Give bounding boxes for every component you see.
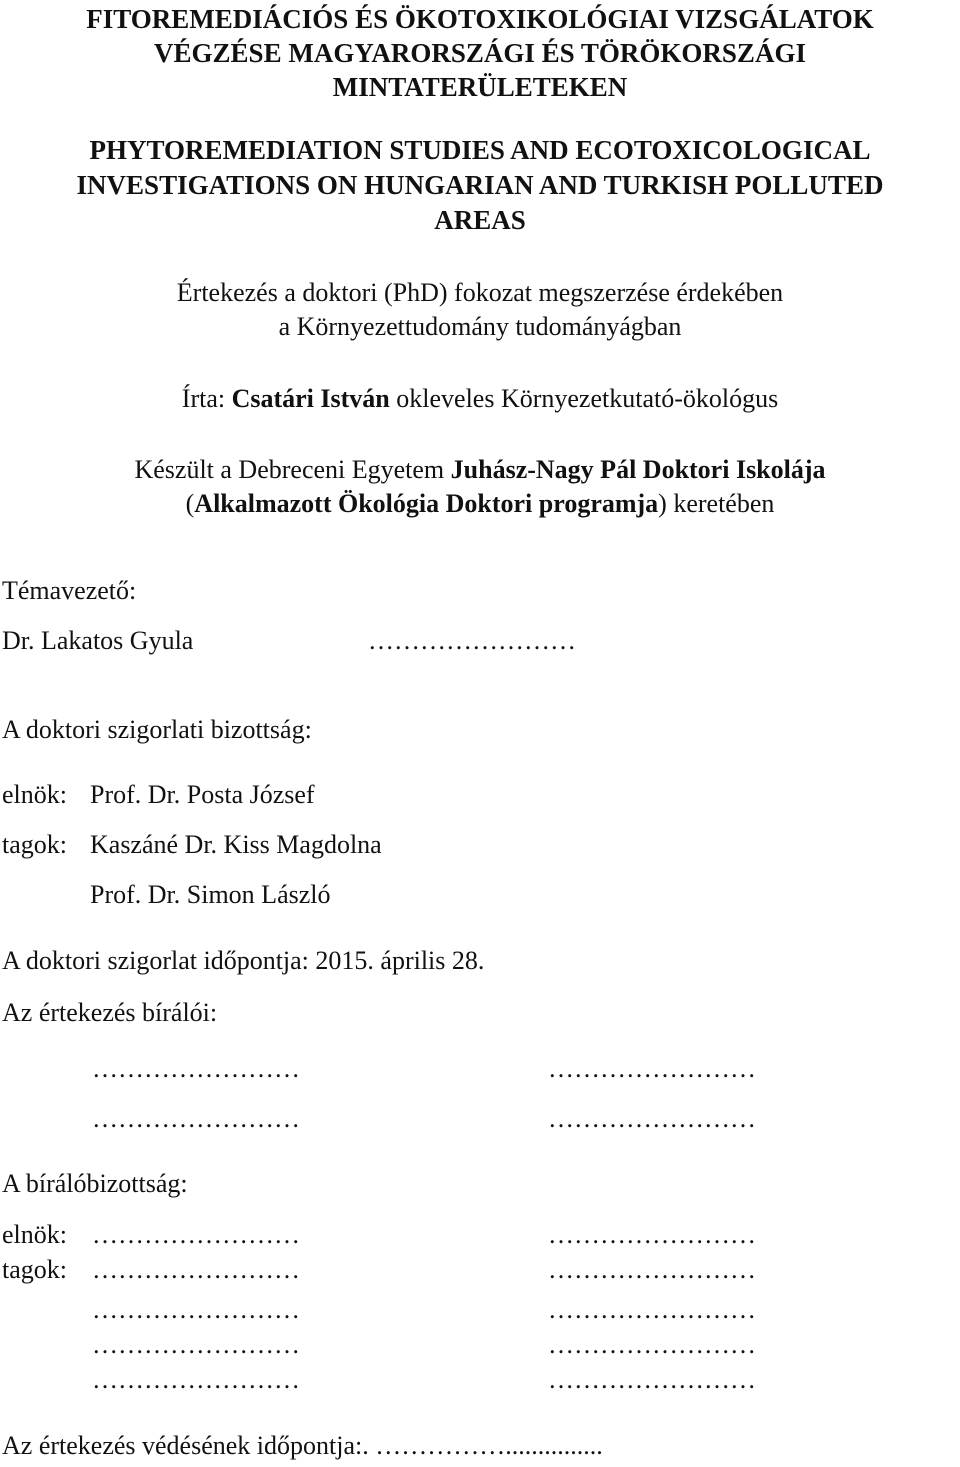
supervisor-name: Dr. Lakatos Gyula bbox=[2, 626, 194, 655]
reviewer-line-2-right: …………………… bbox=[548, 1104, 756, 1133]
title-en-line1: PHYTOREMEDIATION STUDIES AND ECOTOXICOLOGICAL bbox=[89, 135, 871, 165]
school-line1 bbox=[0, 457, 960, 483]
title-en-line2: INVESTIGATIONS ON HUNGARIAN AND TURKISH POLLUTED bbox=[76, 170, 884, 200]
review-board-member-1-right: …………………… bbox=[548, 1255, 756, 1284]
review-board-heading: A bírálóbizottság: bbox=[2, 1169, 188, 1198]
school-name: Juhász-Nagy Pál Doktori Iskolája bbox=[450, 455, 826, 484]
review-board-member-4-left: …………………… bbox=[92, 1365, 300, 1394]
committee-member-2: Prof. Dr. Simon László bbox=[90, 880, 331, 909]
committee-chair-label: elnök: bbox=[2, 780, 67, 809]
review-board-chair-right: …………………… bbox=[548, 1220, 756, 1249]
author-suffix: okleveles Környezetkutató-ökológus bbox=[389, 384, 779, 413]
title-hu-line2: VÉGZÉSE MAGYARORSZÁGI ÉS TÖRÖKORSZÁGI bbox=[154, 38, 806, 68]
defense-date-label: Az értekezés védésének időpontja:. bbox=[2, 1431, 376, 1460]
title-en-line3: AREAS bbox=[434, 205, 526, 235]
reviewers-heading: Az értekezés bírálói: bbox=[2, 998, 218, 1027]
supervisor-label: Témavezető: bbox=[2, 576, 137, 605]
school-line2 bbox=[0, 491, 960, 517]
defense-date-dots: ……………............... bbox=[375, 1431, 603, 1460]
review-board-member-3-left: …………………… bbox=[92, 1330, 300, 1359]
title-hu-line3: MINTATERÜLETEKEN bbox=[332, 72, 628, 102]
review-board-chair-left: …………………… bbox=[92, 1220, 300, 1249]
review-board-member-4-right: …………………… bbox=[548, 1365, 756, 1394]
review-board-member-2-left: …………………… bbox=[92, 1295, 300, 1324]
review-board-members-label: tagok: bbox=[2, 1255, 67, 1284]
purpose-line2: a Környezettudomány tudományágban bbox=[278, 312, 682, 341]
committee-members-label: tagok: bbox=[2, 830, 67, 859]
exam-date: A doktori szigorlat időpontja: 2015. április 28. bbox=[2, 946, 485, 975]
program-suffix: ) keretében bbox=[658, 489, 775, 518]
committee-heading: A doktori szigorlati bizottság: bbox=[2, 715, 312, 744]
review-board-member-2-right: …………………… bbox=[548, 1295, 756, 1324]
defense-date-line bbox=[2, 1433, 603, 1459]
review-board-member-3-right: …………………… bbox=[548, 1330, 756, 1359]
author-line bbox=[0, 386, 960, 412]
school-prefix: Készült a Debreceni Egyetem bbox=[134, 455, 451, 484]
review-board-chair-label: elnök: bbox=[2, 1220, 67, 1249]
committee-member-1: Kaszáné Dr. Kiss Magdolna bbox=[90, 830, 382, 859]
title-hu-line1: FITOREMEDIÁCIÓS ÉS ÖKOTOXIKOLÓGIAI VIZSGÁLATOK bbox=[86, 4, 874, 34]
review-board-member-1-left: …………………… bbox=[92, 1255, 300, 1284]
reviewer-line-1-left: …………………… bbox=[92, 1054, 300, 1083]
author-prefix: Írta: bbox=[181, 384, 232, 413]
program-name: Alkalmazott Ökológia Doktori programja bbox=[194, 489, 659, 518]
purpose-line1: Értekezés a doktori (PhD) fokozat megszerzése érdekében bbox=[176, 278, 784, 307]
program-open: ( bbox=[185, 489, 195, 518]
reviewer-line-1-right: …………………… bbox=[548, 1054, 756, 1083]
supervisor-signature-line: …………………… bbox=[368, 626, 576, 655]
committee-chair-name: Prof. Dr. Posta József bbox=[90, 780, 315, 809]
reviewer-line-2-left: …………………… bbox=[92, 1104, 300, 1133]
author-name: Csatári István bbox=[231, 384, 390, 413]
